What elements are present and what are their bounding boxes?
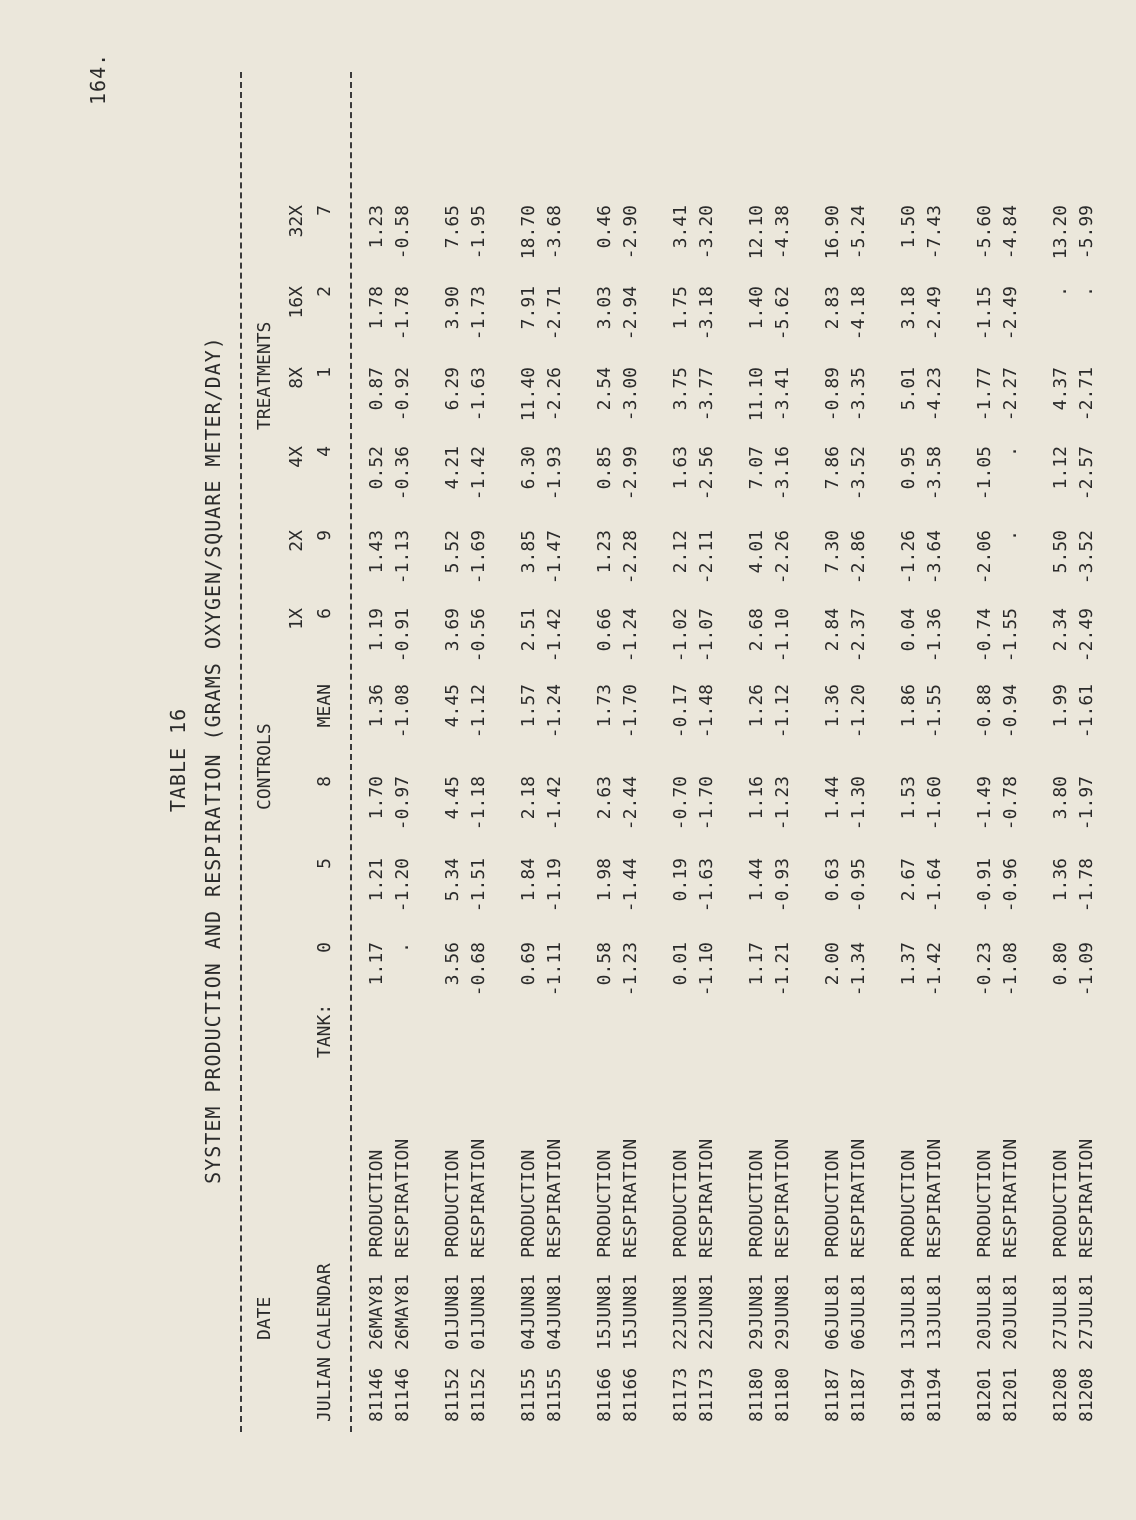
table-cell: 1.75 (670, 286, 691, 330)
calendar-date: 01JUN81 (468, 1274, 489, 1350)
column-tank-header: 6 (314, 608, 335, 619)
table-cell: 7.30 (822, 530, 843, 574)
measure-type: PRODUCTION (442, 1149, 463, 1258)
table-cell: -1.34 (848, 942, 869, 997)
column-tank-header: 4 (314, 446, 335, 457)
calendar-date: 22JUN81 (696, 1274, 717, 1350)
table-cell: -1.12 (468, 684, 489, 739)
table-cell: -1.47 (544, 530, 565, 585)
table-cell: -4.84 (1000, 205, 1021, 260)
controls-group-label: CONTROLS (254, 723, 275, 810)
table-cell: 3.41 (670, 205, 691, 249)
table-cell: 0.19 (670, 858, 691, 902)
table-cell: -3.77 (696, 367, 717, 422)
measure-type: RESPIRATION (468, 1138, 489, 1258)
table-cell: -2.06 (974, 530, 995, 585)
table-cell: 0.52 (366, 446, 387, 490)
table-cell: 13.20 (1050, 205, 1071, 260)
table-cell: 0.87 (366, 367, 387, 411)
table-cell: 5.34 (442, 858, 463, 902)
table-cell: -1.42 (924, 942, 945, 997)
measure-type: PRODUCTION (974, 1149, 995, 1258)
table-cell: -3.35 (848, 367, 869, 422)
table-cell: 2.34 (1050, 608, 1071, 652)
table-cell: 1.99 (1050, 684, 1071, 728)
table-cell: . (392, 942, 413, 953)
date-group-label: DATE (254, 1296, 275, 1340)
calendar-date: 20JUL81 (1000, 1274, 1021, 1350)
julian-date: 81146 (366, 1367, 387, 1422)
column-multiplier-header: 4X (286, 446, 307, 468)
julian-date: 81166 (594, 1367, 615, 1422)
julian-date: 81180 (772, 1367, 793, 1422)
table-cell: -0.97 (392, 776, 413, 831)
table-cell: 2.51 (518, 608, 539, 652)
table-cell: -1.63 (696, 858, 717, 913)
table-cell: 1.12 (1050, 446, 1071, 490)
table-cell: -1.93 (544, 446, 565, 501)
table-cell: 1.26 (746, 684, 767, 728)
table-cell: 0.46 (594, 205, 615, 249)
measure-type: RESPIRATION (1000, 1138, 1021, 1258)
measure-type: RESPIRATION (772, 1138, 793, 1258)
table-cell: 0.85 (594, 446, 615, 490)
table-cell: -2.90 (620, 205, 641, 260)
table-cell: -1.48 (696, 684, 717, 739)
julian-date: 81155 (518, 1367, 539, 1422)
table-cell: -1.12 (772, 684, 793, 739)
column-multiplier-header: 2X (286, 530, 307, 552)
table-cell: -1.95 (468, 205, 489, 260)
calendar-date: 20JUL81 (974, 1274, 995, 1350)
table-cell: 3.56 (442, 942, 463, 986)
table-cell: -3.16 (772, 446, 793, 501)
calendar-date: 29JUN81 (746, 1274, 767, 1350)
table-cell: -0.56 (468, 608, 489, 663)
calendar-date: 27JUL81 (1050, 1274, 1071, 1350)
table-cell: -1.02 (670, 608, 691, 663)
table-cell: -2.71 (1076, 367, 1097, 422)
table-cell: -1.30 (848, 776, 869, 831)
calendar-date: 26MAY81 (392, 1274, 413, 1350)
calendar-date: 04JUN81 (518, 1274, 539, 1350)
table-cell: . (1000, 446, 1021, 457)
table-subtitle: SYSTEM PRODUCTION AND RESPIRATION (GRAMS OXYGEN/SQUARE METER/DAY) (201, 336, 225, 1184)
measure-type: RESPIRATION (620, 1138, 641, 1258)
calendar-date: 15JUN81 (594, 1274, 615, 1350)
table-cell: 0.69 (518, 942, 539, 986)
table-cell: . (1076, 286, 1097, 297)
table-cell: -0.89 (822, 367, 843, 422)
table-cell: -2.49 (924, 286, 945, 341)
top-rule (240, 72, 242, 1432)
table-cell: 1.36 (822, 684, 843, 728)
table-cell: -3.52 (848, 446, 869, 501)
calendar-date: 06JUL81 (848, 1274, 869, 1350)
column-tank-header: 2 (314, 286, 335, 297)
table-cell: -1.78 (392, 286, 413, 341)
julian-date: 81152 (468, 1367, 489, 1422)
table-cell: 1.63 (670, 446, 691, 490)
table-cell: 2.12 (670, 530, 691, 574)
table-cell: 0.95 (898, 446, 919, 490)
table-cell: -2.27 (1000, 367, 1021, 422)
julian-date: 81173 (670, 1367, 691, 1422)
table-cell: 3.03 (594, 286, 615, 330)
measure-type: PRODUCTION (1050, 1149, 1071, 1258)
column-tank-header: MEAN (314, 684, 335, 728)
table-cell: 2.68 (746, 608, 767, 652)
julian-date: 81201 (1000, 1367, 1021, 1422)
table-cell: 1.23 (366, 205, 387, 249)
table-cell: 1.73 (594, 684, 615, 728)
table-cell: 1.17 (366, 942, 387, 986)
column-multiplier-header: 1X (286, 608, 307, 630)
table-cell: 3.90 (442, 286, 463, 330)
column-multiplier-header: 32X (286, 205, 307, 238)
table-cell: -1.42 (468, 446, 489, 501)
table-cell: -1.77 (974, 367, 995, 422)
calendar-date: 13JUL81 (898, 1274, 919, 1350)
julian-date: 81194 (924, 1367, 945, 1422)
table-cell: 11.10 (746, 367, 767, 422)
treatments-group-label: TREATMENTS (254, 321, 275, 430)
table-cell: -0.58 (392, 205, 413, 260)
table-cell: -1.64 (924, 858, 945, 913)
table-cell: -0.93 (772, 858, 793, 913)
table-cell: 0.58 (594, 942, 615, 986)
table-cell: -2.28 (620, 530, 641, 585)
table-cell: 1.98 (594, 858, 615, 902)
table-cell: 0.63 (822, 858, 843, 902)
table-cell: -1.36 (924, 608, 945, 663)
table-cell: -1.73 (468, 286, 489, 341)
table-cell: 1.44 (822, 776, 843, 820)
julian-date: 81208 (1050, 1367, 1071, 1422)
table-cell: 1.37 (898, 942, 919, 986)
table-cell: 3.80 (1050, 776, 1071, 820)
table-cell: -5.62 (772, 286, 793, 341)
table-cell: -0.78 (1000, 776, 1021, 831)
table-cell: -0.17 (670, 684, 691, 739)
table-cell: -2.99 (620, 446, 641, 501)
table-cell: 18.70 (518, 205, 539, 260)
table-cell: 12.10 (746, 205, 767, 260)
page-number: 164. (86, 52, 110, 105)
header-rule (350, 72, 352, 1432)
table-cell: -1.23 (772, 776, 793, 831)
table-cell: 1.17 (746, 942, 767, 986)
table-cell: -3.52 (1076, 530, 1097, 585)
table-cell: -1.21 (772, 942, 793, 997)
table-cell: -1.26 (898, 530, 919, 585)
table-cell: 3.85 (518, 530, 539, 574)
table-cell: 1.43 (366, 530, 387, 574)
table-cell: -1.55 (924, 684, 945, 739)
table-cell: 16.90 (822, 205, 843, 260)
table-cell: -3.20 (696, 205, 717, 260)
table-cell: 1.78 (366, 286, 387, 330)
table-cell: -5.60 (974, 205, 995, 260)
table-cell: 0.04 (898, 608, 919, 652)
julian-date: 81152 (442, 1367, 463, 1422)
table-cell: 1.21 (366, 858, 387, 902)
calendar-date: 01JUN81 (442, 1274, 463, 1350)
julian-date: 81173 (696, 1367, 717, 1422)
table-cell: -1.19 (544, 858, 565, 913)
table-cell: 7.91 (518, 286, 539, 330)
table-cell: 4.45 (442, 776, 463, 820)
table-cell: 2.84 (822, 608, 843, 652)
table-cell: 7.86 (822, 446, 843, 490)
table-cell: -2.49 (1000, 286, 1021, 341)
calendar-date: 29JUN81 (772, 1274, 793, 1350)
table-cell: -3.64 (924, 530, 945, 585)
julian-date: 81187 (822, 1367, 843, 1422)
measure-type: RESPIRATION (924, 1138, 945, 1258)
table-cell: 3.75 (670, 367, 691, 411)
measure-type: PRODUCTION (518, 1149, 539, 1258)
table-cell: -1.78 (1076, 858, 1097, 913)
measure-type: RESPIRATION (392, 1138, 413, 1258)
calendar-date: 06JUL81 (822, 1274, 843, 1350)
table-cell: -2.49 (1076, 608, 1097, 663)
measure-type: RESPIRATION (848, 1138, 869, 1258)
julian-date: 81201 (974, 1367, 995, 1422)
table-cell: -1.42 (544, 608, 565, 663)
table-cell: -0.74 (974, 608, 995, 663)
measure-type: PRODUCTION (366, 1149, 387, 1258)
table-cell: 1.86 (898, 684, 919, 728)
table-cell: -0.96 (1000, 858, 1021, 913)
table-cell: 1.16 (746, 776, 767, 820)
measure-type: RESPIRATION (544, 1138, 565, 1258)
table-cell: 5.52 (442, 530, 463, 574)
table-cell: 1.36 (1050, 858, 1071, 902)
table-cell: 1.44 (746, 858, 767, 902)
table-cell: -2.56 (696, 446, 717, 501)
table-cell: 1.57 (518, 684, 539, 728)
column-tank-header: 8 (314, 776, 335, 787)
table-cell: 1.84 (518, 858, 539, 902)
table-cell: 0.80 (1050, 942, 1071, 986)
column-tank-header: 1 (314, 367, 335, 378)
table-cell: 7.07 (746, 446, 767, 490)
table-cell: 4.01 (746, 530, 767, 574)
table-cell: -2.26 (772, 530, 793, 585)
julian-date: 81194 (898, 1367, 919, 1422)
table-cell: -3.68 (544, 205, 565, 260)
table-cell: -1.09 (1076, 942, 1097, 997)
table-cell: -0.23 (974, 942, 995, 997)
table-cell: -0.92 (392, 367, 413, 422)
table-cell: -1.20 (392, 858, 413, 913)
table-cell: -1.10 (772, 608, 793, 663)
measure-type: PRODUCTION (594, 1149, 615, 1258)
table-cell: -1.11 (544, 942, 565, 997)
measure-type: PRODUCTION (898, 1149, 919, 1258)
table-cell: -0.68 (468, 942, 489, 997)
table-cell: 1.53 (898, 776, 919, 820)
table-cell: -1.13 (392, 530, 413, 585)
julian-header: JULIAN (314, 1356, 335, 1422)
table-cell: -1.70 (620, 684, 641, 739)
table-cell: -1.20 (848, 684, 869, 739)
table-cell: -0.91 (392, 608, 413, 663)
table-cell: 2.83 (822, 286, 843, 330)
table-cell: 2.18 (518, 776, 539, 820)
table-cell: -2.37 (848, 608, 869, 663)
column-multiplier-header: 16X (286, 286, 307, 319)
table-cell: -1.69 (468, 530, 489, 585)
column-tank-header: 9 (314, 530, 335, 541)
table-cell: 3.18 (898, 286, 919, 330)
julian-date: 81146 (392, 1367, 413, 1422)
table-cell: -1.08 (392, 684, 413, 739)
table-cell: -1.63 (468, 367, 489, 422)
table-cell: 11.40 (518, 367, 539, 422)
julian-date: 81208 (1076, 1367, 1097, 1422)
table-cell: -3.00 (620, 367, 641, 422)
calendar-date: 15JUN81 (620, 1274, 641, 1350)
table-cell: -1.49 (974, 776, 995, 831)
table-cell: -1.70 (696, 776, 717, 831)
table-cell: 0.66 (594, 608, 615, 652)
table-cell: -1.55 (1000, 608, 1021, 663)
table-cell: -1.42 (544, 776, 565, 831)
table-cell: 1.19 (366, 608, 387, 652)
measure-type: PRODUCTION (746, 1149, 767, 1258)
table-cell: 2.00 (822, 942, 843, 986)
table-cell: 5.01 (898, 367, 919, 411)
table-cell: -3.18 (696, 286, 717, 341)
table-cell: -1.07 (696, 608, 717, 663)
table-cell: -1.51 (468, 858, 489, 913)
table-cell: -1.60 (924, 776, 945, 831)
table-cell: 1.70 (366, 776, 387, 820)
table-cell: -0.36 (392, 446, 413, 501)
calendar-date: 27JUL81 (1076, 1274, 1097, 1350)
table-cell: -5.99 (1076, 205, 1097, 260)
table-cell: 6.30 (518, 446, 539, 490)
table-cell: 4.37 (1050, 367, 1071, 411)
table-cell: -1.18 (468, 776, 489, 831)
column-tank-header: 7 (314, 205, 335, 216)
table-cell: -2.86 (848, 530, 869, 585)
calendar-date: 22JUN81 (670, 1274, 691, 1350)
table-cell: . (1000, 530, 1021, 541)
table-cell: -0.95 (848, 858, 869, 913)
table-cell: -1.10 (696, 942, 717, 997)
column-tank-header: 5 (314, 858, 335, 869)
table-cell: -4.23 (924, 367, 945, 422)
table-cell: -1.24 (544, 684, 565, 739)
table-cell: 5.50 (1050, 530, 1071, 574)
table-cell: 1.36 (366, 684, 387, 728)
table-cell: . (1050, 286, 1071, 297)
table-cell: -3.41 (772, 367, 793, 422)
calendar-header: CALENDAR (314, 1263, 335, 1350)
measure-type: RESPIRATION (696, 1138, 717, 1258)
measure-type: PRODUCTION (822, 1149, 843, 1258)
table-cell: 0.01 (670, 942, 691, 986)
table-cell: 2.63 (594, 776, 615, 820)
measure-type: RESPIRATION (1076, 1138, 1097, 1258)
table-cell: 1.50 (898, 205, 919, 249)
julian-date: 81155 (544, 1367, 565, 1422)
table-cell: 2.67 (898, 858, 919, 902)
table-cell: -2.26 (544, 367, 565, 422)
calendar-date: 13JUL81 (924, 1274, 945, 1350)
table-cell: -4.18 (848, 286, 869, 341)
table-cell: -1.24 (620, 608, 641, 663)
calendar-date: 26MAY81 (366, 1274, 387, 1350)
calendar-date: 04JUN81 (544, 1274, 565, 1350)
table-cell: -5.24 (848, 205, 869, 260)
julian-date: 81180 (746, 1367, 767, 1422)
table-cell: 1.23 (594, 530, 615, 574)
table-cell: 3.69 (442, 608, 463, 652)
table-cell: -4.38 (772, 205, 793, 260)
table-cell: 4.21 (442, 446, 463, 490)
table-cell: 6.29 (442, 367, 463, 411)
julian-date: 81166 (620, 1367, 641, 1422)
table-cell: -2.44 (620, 776, 641, 831)
table-cell: -0.88 (974, 684, 995, 739)
table-cell: -0.91 (974, 858, 995, 913)
table-cell: -2.57 (1076, 446, 1097, 501)
table-cell: -1.61 (1076, 684, 1097, 739)
table-cell: -1.44 (620, 858, 641, 913)
table-title: TABLE 16 (166, 707, 190, 813)
column-tank-header: 0 (314, 942, 335, 953)
table-cell: -1.15 (974, 286, 995, 341)
table-cell: -0.70 (670, 776, 691, 831)
julian-date: 81187 (848, 1367, 869, 1422)
table-cell: -3.58 (924, 446, 945, 501)
table-cell: 7.65 (442, 205, 463, 249)
table-cell: -2.11 (696, 530, 717, 585)
table-cell: -1.23 (620, 942, 641, 997)
table-cell: -1.05 (974, 446, 995, 501)
table-cell: -0.94 (1000, 684, 1021, 739)
table-cell: 4.45 (442, 684, 463, 728)
table-cell: -2.94 (620, 286, 641, 341)
table-cell: -2.71 (544, 286, 565, 341)
tank-header: TANK: (314, 1003, 335, 1058)
table-cell: 2.54 (594, 367, 615, 411)
table-cell: -1.97 (1076, 776, 1097, 831)
measure-type: PRODUCTION (670, 1149, 691, 1258)
rotated-table-page (18, 10, 1118, 1510)
table-cell: 1.40 (746, 286, 767, 330)
table-cell: -1.08 (1000, 942, 1021, 997)
column-multiplier-header: 8X (286, 367, 307, 389)
table-cell: -7.43 (924, 205, 945, 260)
